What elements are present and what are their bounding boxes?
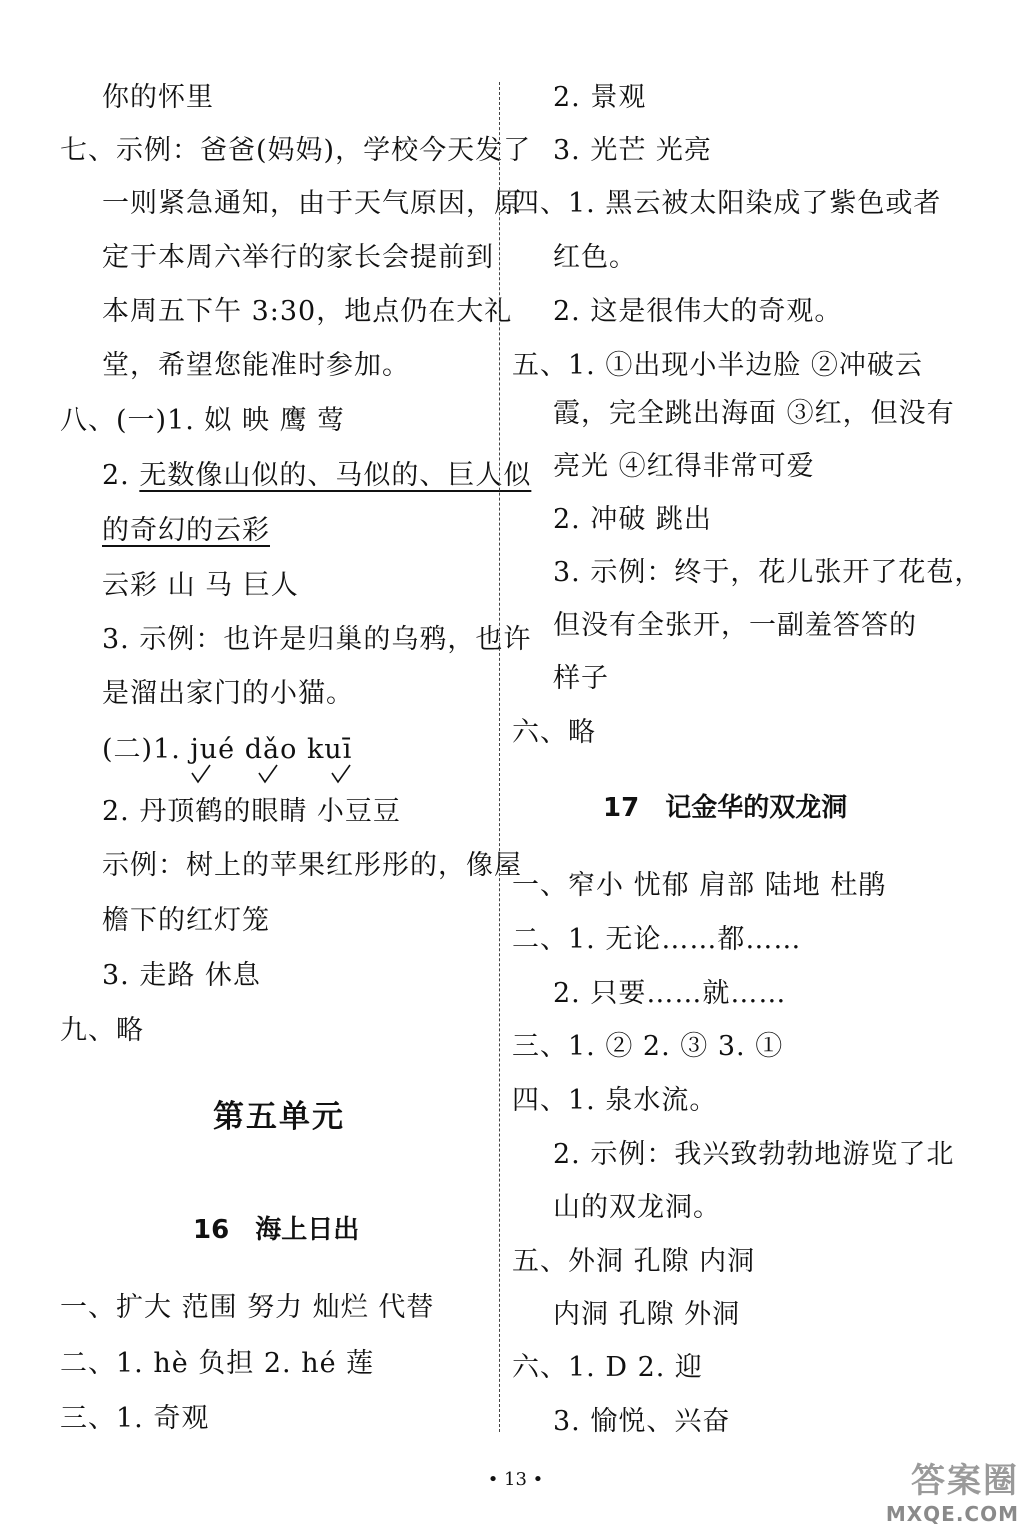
answer-line: 3. 示例：也许是归巢的乌鸦，也许 [102, 624, 532, 655]
watermark-logo: 答案圈 [911, 1461, 1019, 1501]
answer-line: 三、1. 奇观 [60, 1403, 210, 1434]
column-divider [499, 82, 500, 1432]
lesson-number: 16 [193, 1215, 230, 1245]
lesson-number: 17 [603, 793, 640, 823]
answer-line: 2. 景观 [553, 82, 647, 113]
answer-line: 霞，完全跳出海面 ③红，但没有 [553, 398, 955, 429]
checkmark-icon [257, 763, 279, 785]
answer-line: 2. 只要……就…… [553, 978, 787, 1009]
answer-line: 2. 示例：我兴致勃勃地游览了北 [553, 1139, 955, 1170]
answer-line: 七、示例：爸爸(妈妈)，学校今天发了 [60, 135, 532, 166]
pinyin-answer-line: (二)1. jué dǎo kuī [102, 734, 353, 765]
lesson-title: 海上日出 [255, 1215, 360, 1245]
answer-line: 是溜出家门的小猫。 [102, 678, 354, 709]
answer-line: 2. 丹顶鹤的眼睛 小豆豆 [102, 796, 401, 827]
answer-line: 檐下的红灯笼 [102, 905, 270, 936]
lesson-title: 记金华的双龙洞 [665, 793, 848, 823]
answer-line: 3. 愉悦、兴奋 [553, 1406, 731, 1437]
answer-line: 内洞 孔隙 外洞 [553, 1299, 741, 1330]
answer-line: 你的怀里 [102, 82, 214, 113]
answer-line: 二、1. 无论……都…… [512, 924, 802, 955]
watermark-url: MXQE.COM [885, 1502, 1019, 1526]
answer-line: 一则紧急通知，由于天气原因，原 [102, 188, 522, 219]
answer-line: 二、1. hè 负担 2. hé 莲 [60, 1348, 375, 1379]
answer-line: 四、1. 黑云被太阳染成了紫色或者 [512, 188, 942, 219]
checkmark-icon [330, 763, 352, 785]
answer-line: 三、1. ② 2. ③ 3. ① [512, 1031, 784, 1062]
answer-line: 红色。 [553, 242, 637, 273]
underlined-answer: 无数像山似的、马似的、巨人似 [139, 460, 532, 491]
answer-line: 定于本周六举行的家长会提前到 [102, 242, 494, 273]
answer-line: 山的双龙洞。 [553, 1192, 721, 1223]
answer-line: 九、略 [60, 1015, 144, 1046]
answer-line: 样子 [553, 663, 609, 694]
answer-line: 堂，希望您能准时参加。 [102, 350, 410, 381]
answer-line: 五、外洞 孔隙 内洞 [512, 1246, 756, 1277]
answer-line: 一、窄小 忧郁 肩部 陆地 杜鹃 [512, 870, 887, 901]
answer-line: 但没有全张开，一副羞答答的 [553, 610, 917, 641]
answer-line: 3. 走路 休息 [102, 960, 261, 991]
answer-line: 六、1. D 2. 迎 [512, 1352, 703, 1383]
answer-line: 八、(一)1. 姒 映 鹰 莺 [60, 405, 346, 436]
answer-line: 本周五下午 3:30，地点仍在大礼 [102, 296, 513, 327]
unit-title: 第五单元 [213, 1099, 345, 1135]
answer-line [102, 456, 531, 496]
lesson-heading [193, 1210, 359, 1250]
answer-line: 2. 冲破 跳出 [553, 504, 712, 535]
answer-line: 3. 示例：终于，花儿张开了花苞， [553, 557, 983, 588]
page-number: • 13 • [487, 1469, 544, 1490]
answer-line: 四、1. 泉水流。 [512, 1085, 718, 1116]
checkmark-icon [190, 763, 212, 785]
answer-line: 一、扩大 范围 努力 灿烂 代替 [60, 1292, 435, 1323]
answer-line [102, 511, 270, 551]
underlined-answer: 的奇幻的云彩 [102, 515, 270, 546]
answer-line: 五、1. ①出现小半边脸 ②冲破云 [512, 350, 923, 381]
answer-line: 亮光 ④红得非常可爱 [553, 451, 815, 482]
answer-line: 3. 光芒 光亮 [553, 135, 712, 166]
answer-line: 云彩 山 马 巨人 [102, 570, 299, 601]
answer-line: 2. 这是很伟大的奇观。 [553, 296, 843, 327]
lesson-heading [603, 788, 847, 828]
answer-line: 示例：树上的苹果红彤彤的，像屋 [102, 850, 522, 881]
item-number: 2. [102, 460, 140, 491]
answer-line: 六、略 [512, 717, 596, 748]
